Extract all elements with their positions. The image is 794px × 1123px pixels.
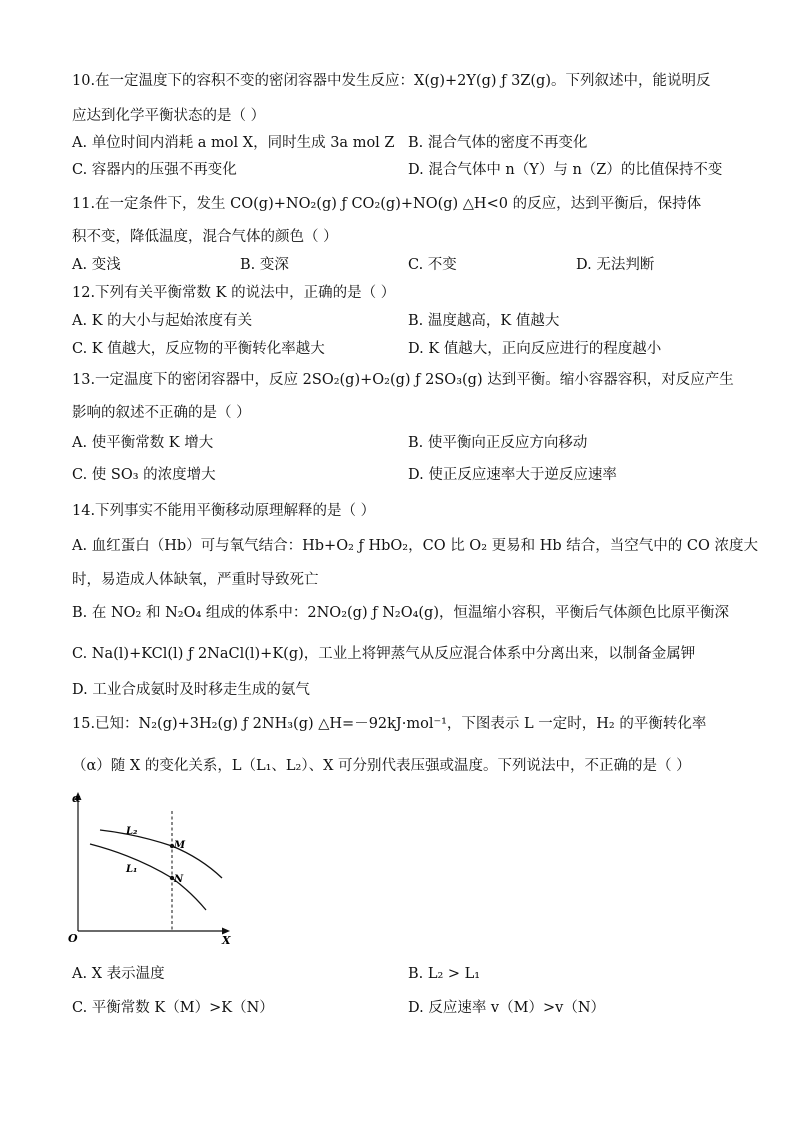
q10-stem-line2: 应达到化学平衡状态的是（ ）: [72, 108, 266, 124]
q10-option-c: C. 容器内的压强不再变化: [72, 162, 237, 178]
q13-option-b: B. 使平衡向正反应方向移动: [408, 435, 588, 451]
q12-stem-line1: 12.下列有关平衡常数 K 的说法中，正确的是（ ）: [72, 285, 396, 301]
q15-graph: [66, 786, 246, 950]
origin-label: O: [68, 932, 78, 945]
q14-option-a-line2: 时，易造成人体缺氧，严重时导致死亡: [72, 572, 319, 588]
q15-stem-line1: 15.已知：N₂(g)+3H₂(g) ƒ 2NH₃(g) △H=－92kJ·mol⁻¹，下图表示 L 一定时，H₂ 的平衡转化率: [72, 716, 707, 732]
q12-option-d: D. K 值越大，正向反应进行的程度越小: [408, 341, 662, 357]
q11-stem-line2: 积不变，降低温度，混合气体的颜色（ ）: [72, 229, 338, 245]
q11-option-d: D. 无法判断: [576, 257, 655, 273]
q11-option-c: C. 不变: [408, 257, 457, 273]
q15-option-c: C. 平衡常数 K（M）>K（N）: [72, 1000, 274, 1016]
q13-option-c: C. 使 SO₃ 的浓度增大: [72, 467, 216, 483]
q12-option-c: C. K 值越大，反应物的平衡转化率越大: [72, 341, 325, 357]
y-axis-label: α: [72, 792, 81, 805]
curve-l1-label: L₁: [126, 864, 138, 875]
x-axis-label: X: [222, 934, 231, 947]
q11-stem-line1: 11.在一定条件下，发生 CO(g)+NO₂(g) ƒ CO₂(g)+NO(g) △H<0 的反应，达到平衡后，保持体: [72, 196, 702, 212]
q10-option-b: B. 混合气体的密度不再变化: [408, 135, 588, 151]
q14-option-c: C. Na(l)+KCl(l) ƒ 2NaCl(l)+K(g)，工业上将钾蒸气从反应混合体系中分离出来，以制备金属钾: [72, 646, 696, 662]
q12-option-b: B. 温度越高，K 值越大: [408, 313, 560, 329]
point-m-label: M: [174, 840, 186, 851]
q13-stem-line2: 影响的叙述不正确的是（ ）: [72, 405, 251, 421]
curve-l2-label: L₂: [126, 826, 138, 837]
q15-stem-line2: （α）随 X 的变化关系，L（L₁、L₂）、X 可分别代表压强或温度。下列说法中，不正确的是（ ）: [72, 758, 691, 774]
q10-option-d: D. 混合气体中 n（Y）与 n（Z）的比值保持不变: [408, 162, 723, 178]
q10-stem-line1: 10.在一定温度下的容积不变的密闭容器中发生反应：X(g)+2Y(g) ƒ 3Z(g)。下列叙述中，能说明反: [72, 73, 711, 89]
q11-option-b: B. 变深: [240, 257, 289, 273]
q12-option-a: A. K 的大小与起始浓度有关: [72, 313, 253, 329]
q11-option-a: A. 变浅: [72, 257, 121, 273]
q15-option-a: A. X 表示温度: [72, 966, 165, 982]
point-n-label: N: [174, 874, 184, 885]
q14-option-d: D. 工业合成氨时及时移走生成的氨气: [72, 682, 310, 698]
q14-stem-line1: 14.下列事实不能用平衡移动原理解释的是（ ）: [72, 503, 376, 519]
q13-stem-line1: 13.一定温度下的密闭容器中，反应 2SO₂(g)+O₂(g) ƒ 2SO₃(g) 达到平衡。缩小容器容积，对反应产生: [72, 372, 734, 388]
q15-option-d: D. 反应速率 v（M）>v（N）: [408, 1000, 606, 1016]
q13-option-a: A. 使平衡常数 K 增大: [72, 435, 214, 451]
q15-option-b: B. L₂ > L₁: [408, 966, 481, 982]
q13-option-d: D. 使正反应速率大于逆反应速率: [408, 467, 617, 483]
q14-option-b: B. 在 NO₂ 和 N₂O₄ 组成的体系中：2NO₂(g) ƒ N₂O₄(g)，恒温缩小容积，平衡后气体颜色比原平衡深: [72, 605, 729, 621]
q10-option-a: A. 单位时间内消耗 a mol X，同时生成 3a mol Z: [72, 135, 395, 151]
q14-option-a-line1: A. 血红蛋白（Hb）可与氧气结合：Hb+O₂ ƒ HbO₂，CO 比 O₂ 更易和 Hb 结合，当空气中的 CO 浓度大: [72, 538, 758, 554]
curve-l2: [100, 830, 222, 878]
